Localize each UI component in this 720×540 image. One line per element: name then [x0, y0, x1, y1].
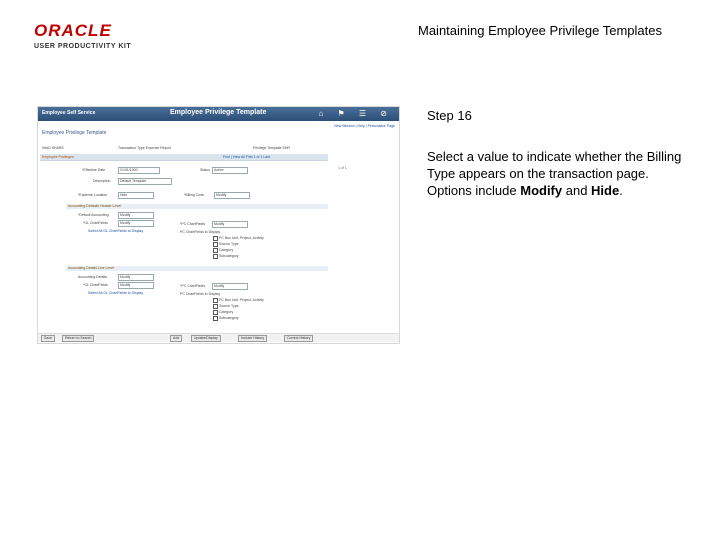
banner-home-link[interactable]: Employee Self Service — [42, 110, 96, 116]
app-page-heading: Employee Privilege Template — [42, 130, 107, 136]
checkbox-source-type-2-label: Source Type — [219, 304, 239, 308]
pc-chartfields-select[interactable] — [212, 221, 248, 228]
logo-brand: ORACLE — [34, 21, 112, 40]
description-field[interactable] — [118, 178, 172, 185]
checkbox-subcategory-label: Subcategory — [219, 254, 239, 258]
accounting-details-label: Accounting Details — [78, 275, 107, 279]
pc-chartfields-2-value: Modify — [214, 284, 225, 288]
gl-chartfields-2-label: *GL ChartFields — [83, 283, 108, 287]
checkbox-category-2-label: Category — [219, 310, 234, 314]
pc-chartfields-2-label: *PC ChartFields — [180, 284, 206, 288]
return-to-search-button[interactable]: Return to Search — [62, 335, 94, 342]
checkbox-category[interactable] — [213, 248, 218, 253]
accounting-details-title: Accounting Details Line Level — [68, 266, 114, 270]
banner-icons[interactable]: ⌂ ⚑ ☰ ⊘ — [318, 109, 393, 118]
status-select[interactable] — [212, 167, 248, 174]
checkbox-pc-bus-unit-label: PC Bus Unit, Project, Activity — [219, 236, 264, 240]
expense-location-label: *Expense Location — [78, 193, 108, 197]
step-description — [427, 148, 697, 199]
checkbox-category-label: Category — [219, 248, 234, 252]
description-label: Description — [93, 179, 111, 183]
select-all-gl-link[interactable]: Select All GL ChartFields to Display — [88, 229, 144, 233]
row-counter: 1 of 1 — [338, 166, 347, 170]
checkbox-pc-bus-unit-2-label: PC Bus Unit, Project, Activity — [219, 298, 264, 302]
checkbox-subcategory-2[interactable] — [213, 316, 218, 321]
accounting-defaults-title: Accounting Defaults Header Level — [68, 204, 121, 208]
logo-subtitle: USER PRODUCTIVITY KIT — [34, 43, 132, 50]
checkbox-pc-bus-unit[interactable] — [213, 236, 218, 241]
correct-history-button[interactable]: Correct History — [284, 335, 313, 342]
accounting-details-value: Modify — [120, 275, 131, 279]
status-value: Active — [214, 168, 224, 172]
option-modify: Modify — [520, 183, 563, 198]
template-label: Privilege Template SHR — [253, 146, 290, 150]
effective-date-value: 01/01/1900 — [120, 168, 138, 172]
default-accounting-value: Modify — [120, 213, 131, 217]
gl-chartfields-value: Modify — [120, 221, 131, 225]
include-history-button[interactable]: Include History — [238, 335, 267, 342]
privileges-section-bar — [40, 154, 328, 161]
effective-date-field[interactable] — [118, 167, 160, 174]
pc-display-2-label: PC ChartFields to Display — [180, 292, 221, 296]
add-button[interactable]: Add — [170, 335, 182, 342]
page-title: Maintaining Employee Privilege Templates — [418, 23, 662, 38]
checkbox-subcategory[interactable] — [213, 254, 218, 259]
effective-date-label: *Effective Date — [82, 168, 106, 172]
application-screenshot — [37, 106, 400, 344]
billing-code-select[interactable] — [214, 192, 250, 199]
pc-chartfields-2-select[interactable] — [212, 283, 248, 290]
accounting-defaults-section — [66, 204, 328, 209]
gl-chartfields-select[interactable] — [118, 220, 154, 227]
checkbox-source-type-label: Source Type — [219, 242, 239, 246]
accounting-details-select[interactable] — [118, 274, 154, 281]
checkbox-category-2[interactable] — [213, 310, 218, 315]
expense-location-select[interactable] — [118, 192, 154, 199]
checkbox-source-type[interactable] — [213, 242, 218, 247]
select-all-gl-2-link[interactable]: Select All GL ChartFields to Display — [88, 291, 144, 295]
button-bar — [38, 333, 399, 342]
update-display-button[interactable]: Update/Display — [191, 335, 221, 342]
accounting-details-section — [66, 266, 328, 271]
description-value: Default Template — [120, 179, 147, 183]
checkbox-subcategory-2-label: Subcategory — [219, 316, 239, 320]
step-description-and: and — [562, 183, 592, 198]
checkbox-source-type-2[interactable] — [213, 304, 218, 309]
step-title: Step 16 — [427, 108, 472, 123]
privileges-section-title: Employee Privileges — [42, 155, 74, 159]
billing-code-label: *Billing Code — [184, 193, 205, 197]
pc-display-label: PC ChartFields to Display — [180, 230, 221, 234]
pc-chartfields-value: Modify — [214, 222, 225, 226]
default-accounting-select[interactable] — [118, 212, 154, 219]
top-links[interactable]: New Window | Help | Personalize Page — [334, 124, 395, 128]
transaction-type-label: Transaction Type Expense Report — [118, 146, 171, 150]
save-button[interactable]: Save — [41, 335, 55, 342]
status-label: Status — [200, 168, 210, 172]
step-description-text: Select a value to indicate whether the Billing Type appears on the transaction page. Options include — [427, 149, 682, 198]
pc-chartfields-label: *PC ChartFields — [180, 222, 206, 226]
gl-chartfields-2-value: Modify — [120, 283, 131, 287]
banner-title: Employee Privilege Template — [170, 109, 267, 116]
app-banner — [38, 107, 399, 121]
gl-chartfields-2-select[interactable] — [118, 282, 154, 289]
option-hide: Hide — [591, 183, 620, 198]
checkbox-pc-bus-unit-2[interactable] — [213, 298, 218, 303]
billing-code-value: Modify — [216, 193, 227, 197]
expense-location-value: Hide — [120, 193, 128, 197]
step-description-suffix: . — [619, 183, 623, 198]
oracle-logo — [34, 21, 132, 50]
default-accounting-label: *Default Accounting — [78, 213, 109, 217]
gl-chartfields-label: *GL ChartFields — [83, 221, 108, 225]
row-nav-links[interactable]: Find | View All First 1 of 1 Last — [223, 155, 270, 159]
setid-label: SetID SHARE — [42, 146, 64, 150]
